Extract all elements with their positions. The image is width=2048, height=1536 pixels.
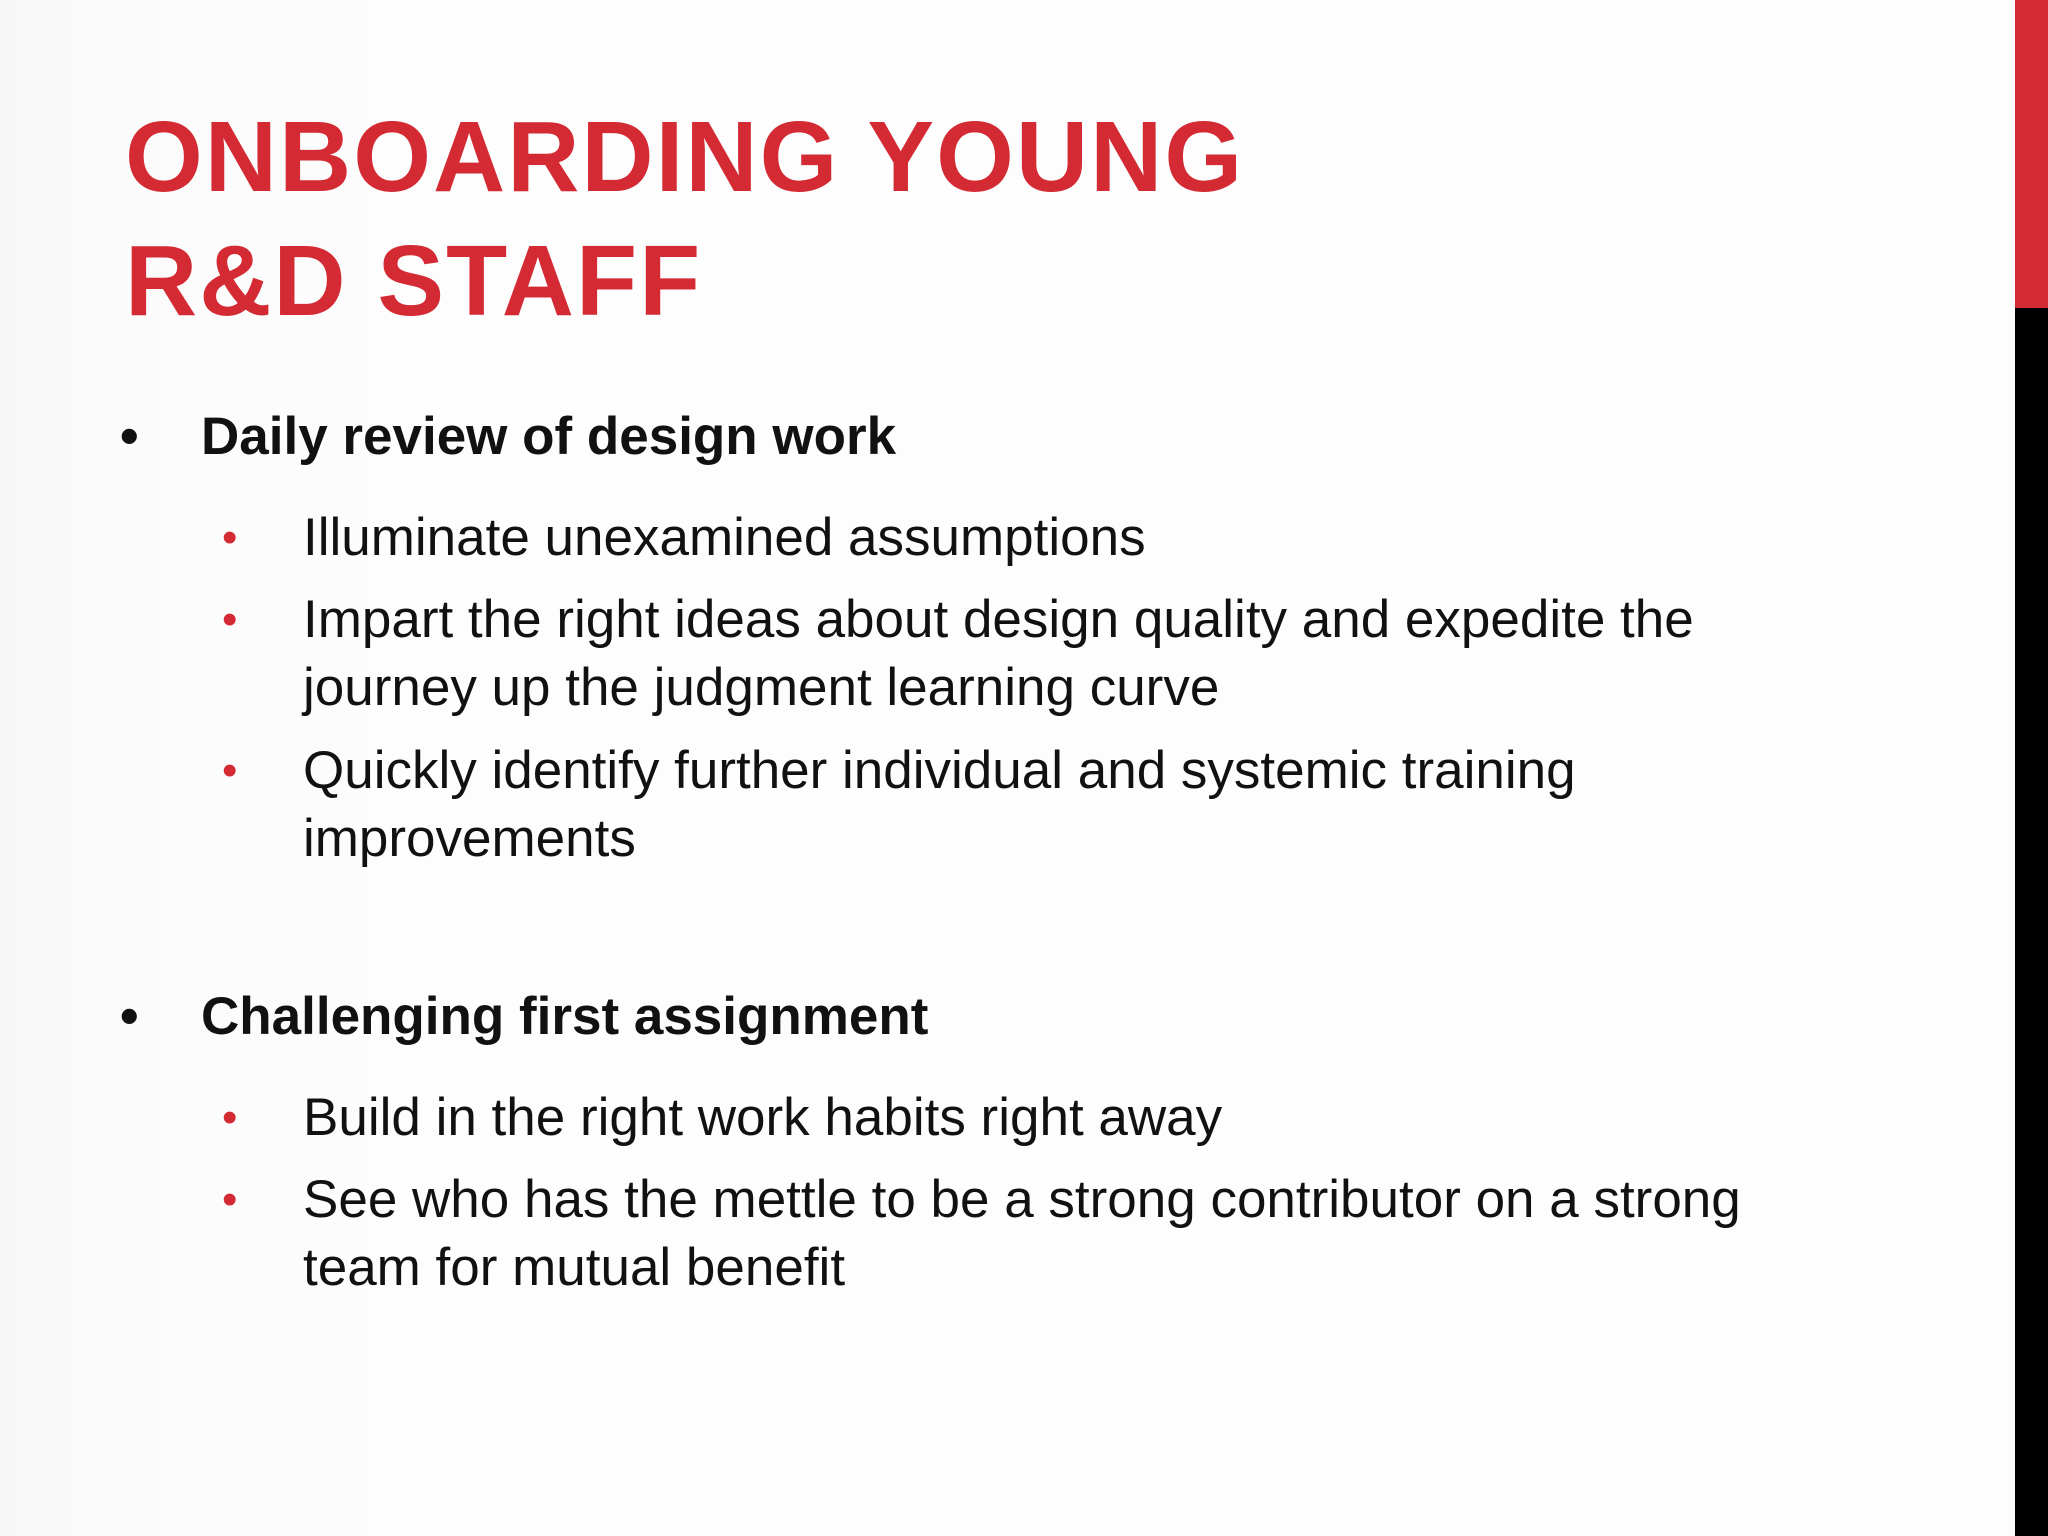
bullet-dot-red: • [222, 1093, 238, 1142]
bullet-heading: Daily review of design work [201, 407, 897, 466]
bullet-text: Impart the right ideas about design quality and expedite the journey up the judgment learning curve [303, 590, 1694, 717]
bullet-text: Illuminate unexamined assumptions [303, 508, 1146, 567]
bullet-dot-red: • [222, 513, 238, 562]
bullet-text: Build in the right work habits right away [303, 1088, 1223, 1147]
slide-title [125, 95, 1244, 343]
bullet-heading: Challenging first assignment [201, 987, 929, 1046]
bullet-dot: • [120, 987, 139, 1046]
title-line-1: ONBOARDING YOUNG [125, 101, 1245, 213]
bullet-text: See who has the mettle to be a strong contributor on a strong team for mutual benefit [303, 1170, 1741, 1297]
bullet-text: Quickly identify further individual and systemic training improvements [303, 741, 1576, 868]
bullet-dot-red: • [222, 595, 238, 644]
side-accent-bar-black [2015, 308, 2048, 1536]
title-line-2: R&D STAFF [125, 225, 703, 337]
bullet-dot-red: • [222, 746, 238, 795]
bullet-dot: • [120, 407, 139, 466]
side-accent-bar-red [2015, 0, 2048, 308]
bullet-dot-red: • [222, 1175, 238, 1224]
